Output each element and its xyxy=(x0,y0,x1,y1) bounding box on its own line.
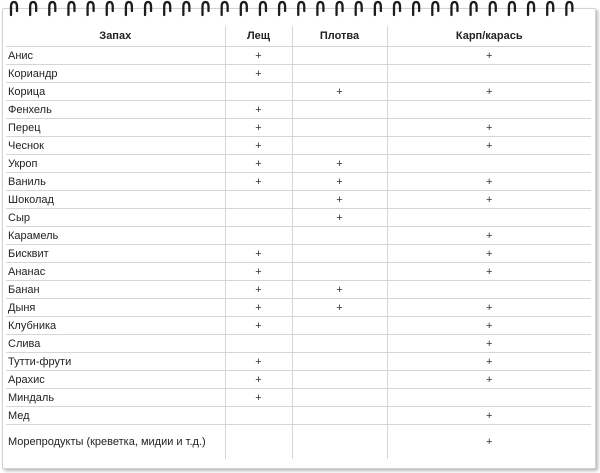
cell-smell: Миндаль xyxy=(6,389,225,407)
cell-carp-mark: + xyxy=(387,317,591,335)
cell-smell: Кориандр xyxy=(6,65,225,83)
table-row xyxy=(6,191,591,209)
table-row xyxy=(6,173,591,191)
cell-carp-mark xyxy=(387,281,591,299)
table-row xyxy=(6,245,591,263)
cell-smell: Укроп xyxy=(6,155,225,173)
spiral-ring xyxy=(203,2,209,15)
cell-smell: Анис xyxy=(6,47,225,65)
cell-carp-mark: + xyxy=(486,436,493,448)
cell-roach-mark xyxy=(292,245,387,263)
cell-smell: Карамель xyxy=(6,227,225,245)
table-row xyxy=(6,353,591,371)
spiral-ring xyxy=(30,2,36,15)
cell-bream-mark: + xyxy=(225,281,292,299)
cell-bream-mark xyxy=(225,83,292,101)
spiral-ring xyxy=(528,2,534,15)
cell-roach-mark xyxy=(292,101,387,119)
table-row xyxy=(6,371,591,389)
spiral-ring xyxy=(471,2,477,15)
spiral-ring xyxy=(49,2,55,15)
table-row xyxy=(6,335,591,353)
cell-roach-mark xyxy=(292,119,387,137)
spiral-ring xyxy=(260,2,266,15)
cell-bream-mark: + xyxy=(225,353,292,371)
cell-smell: Перец xyxy=(6,119,225,137)
spiral-ring xyxy=(337,2,343,15)
table-row xyxy=(6,389,591,407)
spiral-ring xyxy=(432,2,438,15)
spiral-ring xyxy=(509,2,515,15)
cell-bream-mark: + xyxy=(225,137,292,155)
cell-carp-mark: + xyxy=(387,353,591,371)
spiral-ring xyxy=(279,2,285,15)
cell-bream-mark xyxy=(225,227,292,245)
spiral-ring xyxy=(107,2,113,15)
table-row xyxy=(6,227,591,245)
spiral-ring xyxy=(11,2,17,15)
cell-bream-mark: + xyxy=(225,173,292,191)
cell-roach-mark xyxy=(292,47,387,65)
cell-carp-mark: + xyxy=(387,83,591,101)
spiral-ring xyxy=(145,2,151,15)
cell-bream-mark xyxy=(225,407,292,425)
cell-bream-mark xyxy=(225,209,292,227)
cell-carp-mark: + xyxy=(387,335,591,353)
spiral-ring xyxy=(451,2,457,15)
cell-roach-mark: + xyxy=(292,209,387,227)
table-row xyxy=(6,299,591,317)
cell-roach-mark xyxy=(292,335,387,353)
cell-roach-mark: + xyxy=(292,281,387,299)
cell-roach-mark xyxy=(292,65,387,83)
table-row xyxy=(6,137,591,155)
cell-roach-mark xyxy=(292,263,387,281)
spiral-ring xyxy=(394,2,400,15)
header-roach: Плотва xyxy=(292,26,387,47)
cell-carp-mark: + xyxy=(387,47,591,65)
cell-carp-mark: + xyxy=(387,119,591,137)
cell-bream-mark xyxy=(225,335,292,353)
cell-smell: Бисквит xyxy=(6,245,225,263)
cell-roach-mark xyxy=(292,227,387,245)
cell-carp-mark: + xyxy=(387,137,591,155)
cell-roach-mark: + xyxy=(292,299,387,317)
table-row xyxy=(6,65,591,83)
header-smell: Запах xyxy=(6,26,225,47)
cell-bream-mark: + xyxy=(225,371,292,389)
spiral-ring xyxy=(356,2,362,15)
spiral-ring xyxy=(317,2,323,15)
cell-smell: Слива xyxy=(6,335,225,353)
cell-smell: Тутти-фрути xyxy=(6,353,225,371)
cell-bream-mark: + xyxy=(225,119,292,137)
cell-smell: Банан xyxy=(6,281,225,299)
cell-roach-mark: + xyxy=(292,191,387,209)
spiral-ring xyxy=(298,2,304,15)
cell-carp-mark: + xyxy=(387,245,591,263)
spiral-ring xyxy=(164,2,170,15)
table-row xyxy=(6,155,591,173)
cell-smell: Клубника xyxy=(6,317,225,335)
spiral-ring xyxy=(375,2,381,15)
spiral-ring xyxy=(68,2,74,15)
cell-carp-mark xyxy=(387,209,591,227)
table-row xyxy=(6,209,591,227)
table-row xyxy=(6,281,591,299)
cell-bream-mark: + xyxy=(225,65,292,83)
header-bream: Лещ xyxy=(225,26,292,47)
cell-bream-mark: + xyxy=(225,299,292,317)
spiral-ring xyxy=(241,2,247,15)
table-header-row xyxy=(6,26,591,47)
cell-roach-mark xyxy=(292,353,387,371)
table-row xyxy=(6,101,591,119)
bait-smell-table xyxy=(6,26,591,459)
header-carp: Карп/карась xyxy=(387,26,591,47)
cell-carp-mark xyxy=(387,389,591,407)
cell-roach-mark xyxy=(292,407,387,425)
cell-carp-mark: + xyxy=(387,263,591,281)
cell-bream-mark: + xyxy=(225,245,292,263)
cell-smell: Ананас xyxy=(6,263,225,281)
spiral-ring xyxy=(126,2,132,15)
spiral-ring xyxy=(88,2,94,15)
cell-bream-mark: + xyxy=(225,101,292,119)
spiral-ring xyxy=(490,2,496,15)
table-row xyxy=(6,47,591,65)
table-row xyxy=(6,425,591,460)
table-row xyxy=(6,317,591,335)
cell-roach-mark: + xyxy=(292,173,387,191)
cell-smell: Чеснок xyxy=(6,137,225,155)
cell-bream-mark: + xyxy=(225,389,292,407)
cell-carp-mark: + xyxy=(387,191,591,209)
cell-carp-mark xyxy=(387,65,591,83)
cell-carp-mark: + xyxy=(387,227,591,245)
spiral-ring xyxy=(183,2,189,15)
cell-roach-mark xyxy=(292,137,387,155)
cell-roach-mark xyxy=(292,425,387,460)
cell-carp-mark: + xyxy=(387,299,591,317)
cell-bream-mark: + xyxy=(225,263,292,281)
cell-carp-mark: + xyxy=(387,407,591,425)
cell-roach-mark xyxy=(292,371,387,389)
spiral-ring xyxy=(566,2,572,15)
cell-bream-mark xyxy=(225,191,292,209)
cell-bream-mark: + xyxy=(225,155,292,173)
table-row xyxy=(6,407,591,425)
cell-smell: Арахис xyxy=(6,371,225,389)
table-row xyxy=(6,119,591,137)
spiral-ring xyxy=(547,2,553,15)
spiral-binding-icon xyxy=(0,0,600,22)
cell-roach-mark: + xyxy=(292,83,387,101)
cell-roach-mark xyxy=(292,317,387,335)
spiral-ring xyxy=(413,2,419,15)
cell-smell: Ваниль xyxy=(6,173,225,191)
cell-smell: Шоколад xyxy=(6,191,225,209)
cell-roach-mark xyxy=(292,389,387,407)
cell-carp-mark: + xyxy=(387,173,591,191)
cell-bream-mark xyxy=(225,425,292,460)
cell-smell: Дыня xyxy=(6,299,225,317)
cell-bream-mark: + xyxy=(225,317,292,335)
cell-smell: Корица xyxy=(6,83,225,101)
cell-smell: Морепродукты (креветка, мидии и т.д.) xyxy=(6,425,225,460)
cell-smell: Фенхель xyxy=(6,101,225,119)
cell-carp-mark xyxy=(387,101,591,119)
smell-table-container xyxy=(6,26,591,459)
table-row xyxy=(6,83,591,101)
cell-carp-mark xyxy=(387,155,591,173)
cell-bream-mark: + xyxy=(225,47,292,65)
table-body xyxy=(6,47,591,460)
cell-carp-mark: + xyxy=(387,371,591,389)
cell-smell: Мед xyxy=(6,407,225,425)
cell-smell: Сыр xyxy=(6,209,225,227)
cell-roach-mark: + xyxy=(292,155,387,173)
spiral-ring xyxy=(222,2,228,15)
table-row xyxy=(6,263,591,281)
